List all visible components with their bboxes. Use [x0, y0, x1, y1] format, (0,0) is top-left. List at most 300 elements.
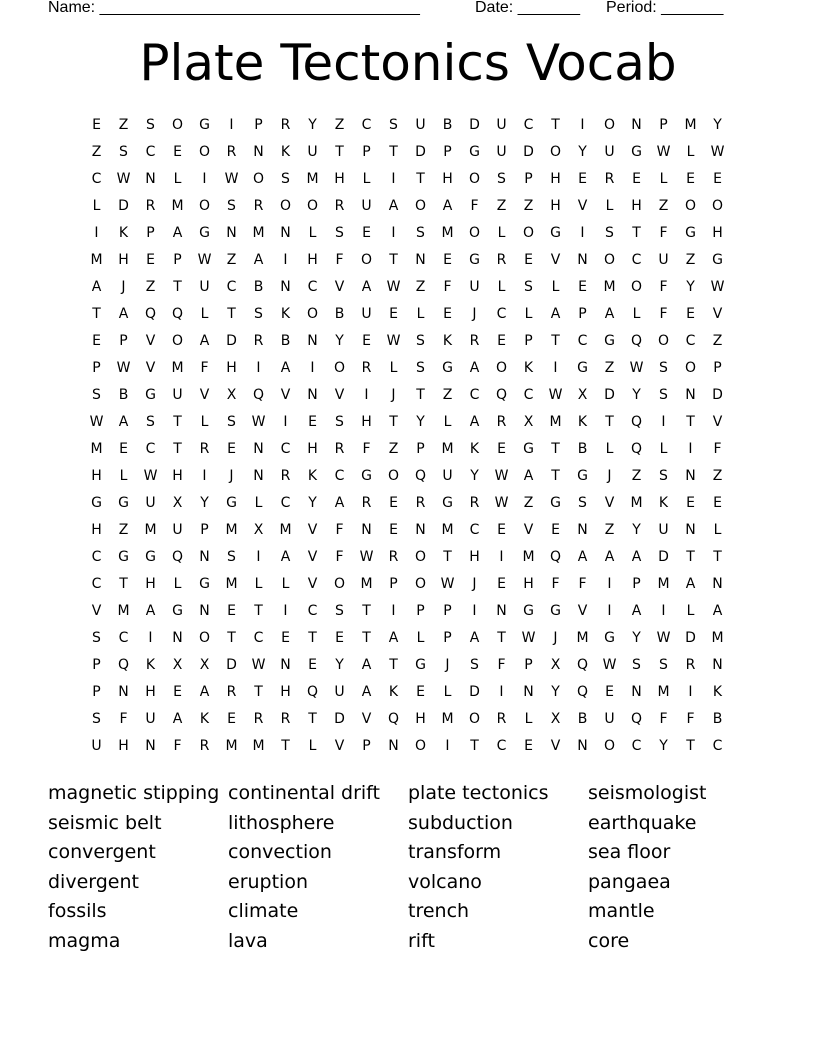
grid-letter: T	[227, 630, 236, 646]
grid-row	[83, 114, 733, 141]
grid-letter: Z	[226, 252, 237, 268]
grid-letter: I	[310, 360, 315, 376]
grid-letter: I	[364, 387, 369, 403]
grid-letter: L	[551, 279, 560, 295]
grid-letter: R	[496, 711, 507, 727]
grid-letter: A	[523, 468, 534, 484]
grid-letter: D	[712, 387, 723, 403]
grid-letter: G	[523, 441, 534, 457]
vocab-word: convection	[228, 841, 332, 864]
grid-letter: V	[577, 603, 588, 619]
grid-letter: T	[551, 117, 560, 133]
letter-grid	[83, 114, 733, 762]
grid-row	[83, 249, 733, 276]
grid-letter: Y	[578, 144, 587, 160]
grid-letter: I	[202, 468, 207, 484]
grid-letter: F	[659, 306, 668, 322]
grid-letter: R	[145, 198, 156, 214]
grid-letter: C	[145, 144, 156, 160]
grid-letter: N	[523, 684, 534, 700]
grid-letter: C	[712, 738, 723, 754]
grid-letter: C	[145, 441, 156, 457]
grid-letter: W	[602, 657, 617, 673]
grid-letter: I	[148, 630, 153, 646]
grid-letter: G	[91, 495, 102, 511]
grid-letter: S	[416, 360, 425, 376]
grid-letter: O	[684, 360, 697, 376]
grid-letter: C	[280, 495, 291, 511]
grid-letter: V	[307, 522, 318, 538]
grid-letter: D	[469, 684, 480, 700]
vocab-word: sea floor	[588, 841, 671, 864]
grid-letter: F	[713, 441, 722, 457]
grid-letter: C	[631, 738, 642, 754]
grid-letter: P	[659, 117, 668, 133]
grid-letter: N	[415, 522, 426, 538]
grid-letter: J	[391, 387, 396, 403]
grid-letter: O	[414, 549, 427, 565]
grid-letter: Y	[200, 495, 209, 511]
grid-letter: X	[172, 495, 183, 511]
grid-letter: A	[91, 279, 102, 295]
grid-letter: L	[497, 279, 506, 295]
grid-letter: T	[416, 171, 425, 187]
grid-row	[83, 735, 733, 762]
grid-letter: G	[469, 144, 480, 160]
grid-letter: M	[684, 117, 697, 133]
grid-letter: P	[362, 144, 371, 160]
grid-letter: C	[523, 387, 534, 403]
date-blank: _______	[517, 0, 580, 16]
grid-letter: E	[497, 522, 506, 538]
grid-letter: C	[226, 279, 237, 295]
grid-letter: P	[200, 522, 209, 538]
grid-letter: P	[416, 603, 425, 619]
grid-letter: G	[604, 630, 615, 646]
grid-letter: H	[523, 576, 534, 592]
grid-letter: I	[472, 603, 477, 619]
grid-letter: A	[118, 306, 129, 322]
grid-letter: D	[415, 144, 426, 160]
grid-letter: Q	[630, 414, 643, 430]
grid-letter: I	[580, 225, 585, 241]
grid-letter: E	[686, 171, 695, 187]
grid-letter: V	[550, 738, 561, 754]
grid-letter: N	[253, 468, 264, 484]
grid-letter: U	[658, 522, 669, 538]
grid-letter: P	[443, 630, 452, 646]
grid-letter: K	[307, 468, 318, 484]
grid-letter: T	[632, 225, 641, 241]
grid-letter: E	[497, 441, 506, 457]
vocab-word: eruption	[228, 870, 308, 893]
grid-letter: V	[334, 738, 345, 754]
grid-letter: N	[307, 387, 318, 403]
grid-letter: M	[306, 171, 319, 187]
grid-letter: N	[145, 738, 156, 754]
grid-letter: Z	[712, 468, 723, 484]
grid-letter: R	[388, 549, 399, 565]
grid-letter: T	[713, 549, 722, 565]
grid-letter: O	[468, 171, 481, 187]
grid-letter: P	[524, 333, 533, 349]
grid-letter: T	[254, 603, 263, 619]
grid-letter: M	[441, 522, 454, 538]
grid-letter: T	[119, 576, 128, 592]
grid-letter: I	[229, 117, 234, 133]
grid-letter: H	[631, 198, 642, 214]
grid-letter: H	[469, 549, 480, 565]
grid-letter: R	[280, 468, 291, 484]
grid-letter: C	[469, 387, 480, 403]
grid-letter: S	[389, 117, 398, 133]
grid-letter: C	[118, 630, 129, 646]
grid-letter: B	[118, 387, 129, 403]
grid-letter: G	[442, 495, 453, 511]
grid-letter: Y	[632, 387, 641, 403]
grid-letter: G	[550, 225, 561, 241]
grid-letter: A	[577, 549, 588, 565]
grid-letter: I	[391, 171, 396, 187]
grid-letter: N	[685, 522, 696, 538]
grid-letter: S	[335, 603, 344, 619]
grid-letter: C	[361, 117, 372, 133]
grid-row	[83, 465, 733, 492]
grid-letter: Q	[414, 468, 427, 484]
grid-letter: A	[712, 603, 723, 619]
grid-letter: U	[172, 387, 183, 403]
grid-letter: Q	[630, 441, 643, 457]
grid-letter: Y	[686, 279, 695, 295]
grid-letter: E	[524, 252, 533, 268]
grid-letter: G	[685, 225, 696, 241]
vocab-word: lithosphere	[228, 811, 335, 834]
grid-letter: M	[522, 549, 535, 565]
grid-letter: G	[118, 495, 129, 511]
vocab-word: seismic belt	[48, 811, 162, 834]
grid-letter: L	[254, 576, 263, 592]
vocab-word: pangaea	[588, 870, 671, 893]
grid-letter: A	[280, 360, 291, 376]
grid-letter: W	[494, 468, 509, 484]
grid-letter: R	[199, 441, 210, 457]
grid-letter: L	[389, 360, 398, 376]
grid-letter: A	[253, 252, 264, 268]
grid-letter: Z	[685, 252, 696, 268]
grid-letter: O	[198, 144, 211, 160]
grid-letter: J	[553, 630, 558, 646]
grid-letter: Q	[630, 711, 643, 727]
grid-letter: M	[441, 225, 454, 241]
grid-row	[83, 681, 733, 708]
grid-letter: U	[361, 198, 372, 214]
grid-letter: R	[226, 144, 237, 160]
grid-letter: H	[442, 171, 453, 187]
grid-letter: U	[442, 468, 453, 484]
grid-letter: C	[307, 279, 318, 295]
grid-letter: W	[224, 171, 239, 187]
grid-letter: S	[659, 360, 668, 376]
grid-letter: P	[173, 252, 182, 268]
grid-letter: N	[199, 549, 210, 565]
grid-letter: X	[172, 657, 183, 673]
grid-letter: Z	[523, 198, 534, 214]
grid-letter: H	[550, 171, 561, 187]
grid-letter: N	[577, 738, 588, 754]
grid-letter: H	[712, 225, 723, 241]
grid-letter: H	[550, 198, 561, 214]
grid-letter: Y	[632, 630, 641, 646]
grid-letter: I	[202, 171, 207, 187]
grid-letter: K	[712, 684, 723, 700]
grid-letter: G	[604, 333, 615, 349]
grid-letter: D	[604, 387, 615, 403]
vocab-word: core	[588, 929, 630, 952]
grid-letter: S	[470, 657, 479, 673]
grid-letter: N	[172, 630, 183, 646]
grid-letter: W	[710, 279, 725, 295]
grid-letter: E	[362, 333, 371, 349]
grid-letter: W	[251, 657, 266, 673]
grid-letter: C	[577, 333, 588, 349]
grid-letter: A	[172, 711, 183, 727]
grid-letter: O	[684, 198, 697, 214]
grid-letter: A	[469, 414, 480, 430]
grid-letter: W	[494, 495, 509, 511]
grid-letter: U	[334, 684, 345, 700]
grid-letter: L	[173, 576, 182, 592]
grid-letter: E	[119, 441, 128, 457]
grid-letter: F	[443, 279, 452, 295]
grid-letter: W	[710, 144, 725, 160]
grid-letter: O	[603, 117, 616, 133]
grid-letter: U	[361, 306, 372, 322]
grid-letter: Q	[252, 387, 265, 403]
grid-letter: O	[198, 198, 211, 214]
grid-letter: Z	[388, 441, 399, 457]
grid-letter: N	[145, 171, 156, 187]
grid-letter: G	[712, 252, 723, 268]
grid-letter: W	[656, 630, 671, 646]
grid-letter: U	[91, 738, 102, 754]
grid-letter: O	[603, 738, 616, 754]
grid-row	[83, 708, 733, 735]
grid-letter: C	[280, 441, 291, 457]
grid-letter: V	[334, 279, 345, 295]
grid-letter: I	[445, 738, 450, 754]
grid-letter: O	[468, 711, 481, 727]
grid-letter: C	[469, 522, 480, 538]
grid-letter: E	[416, 684, 425, 700]
grid-letter: W	[521, 630, 536, 646]
grid-letter: I	[256, 360, 261, 376]
grid-letter: V	[523, 522, 534, 538]
grid-letter: W	[359, 549, 374, 565]
grid-letter: K	[280, 306, 291, 322]
grid-letter: Z	[712, 333, 723, 349]
grid-letter: R	[253, 711, 264, 727]
grid-letter: Z	[523, 495, 534, 511]
grid-letter: N	[253, 441, 264, 457]
vocab-word: volcano	[408, 870, 482, 893]
grid-letter: J	[607, 468, 612, 484]
grid-letter: S	[335, 225, 344, 241]
grid-letter: H	[145, 576, 156, 592]
grid-letter: E	[335, 630, 344, 646]
grid-letter: P	[254, 117, 263, 133]
grid-letter: O	[387, 468, 400, 484]
grid-letter: T	[389, 657, 398, 673]
grid-letter: B	[577, 711, 588, 727]
grid-letter: N	[118, 684, 129, 700]
grid-letter: O	[630, 279, 643, 295]
word-list-row	[48, 897, 768, 927]
grid-letter: M	[360, 576, 373, 592]
grid-letter: Q	[387, 711, 400, 727]
grid-row	[83, 330, 733, 357]
grid-letter: R	[604, 171, 615, 187]
grid-letter: N	[685, 387, 696, 403]
grid-letter: R	[280, 711, 291, 727]
grid-letter: N	[577, 252, 588, 268]
grid-letter: A	[550, 306, 561, 322]
grid-letter: H	[280, 684, 291, 700]
grid-letter: Z	[496, 198, 507, 214]
grid-letter: H	[334, 171, 345, 187]
grid-letter: P	[362, 738, 371, 754]
grid-letter: T	[173, 414, 182, 430]
grid-letter: B	[253, 279, 264, 295]
grid-letter: N	[496, 603, 507, 619]
grid-letter: S	[578, 495, 587, 511]
grid-letter: E	[146, 252, 155, 268]
grid-letter: G	[523, 603, 534, 619]
grid-letter: X	[523, 414, 534, 430]
grid-letter: S	[605, 225, 614, 241]
grid-letter: S	[227, 198, 236, 214]
grid-letter: V	[307, 549, 318, 565]
grid-letter: W	[197, 252, 212, 268]
grid-letter: A	[361, 279, 372, 295]
grid-letter: R	[226, 684, 237, 700]
grid-letter: C	[523, 117, 534, 133]
grid-letter: L	[686, 144, 695, 160]
grid-letter: T	[497, 630, 506, 646]
grid-letter: O	[306, 198, 319, 214]
grid-letter: A	[199, 333, 210, 349]
grid-letter: Y	[551, 684, 560, 700]
grid-letter: S	[335, 414, 344, 430]
grid-letter: F	[335, 252, 344, 268]
grid-letter: M	[225, 522, 238, 538]
grid-letter: U	[415, 117, 426, 133]
grid-letter: T	[362, 603, 371, 619]
grid-letter: T	[227, 306, 236, 322]
grid-row	[83, 168, 733, 195]
grid-letter: C	[685, 333, 696, 349]
grid-letter: E	[389, 306, 398, 322]
grid-letter: O	[414, 738, 427, 754]
word-list-row	[48, 838, 768, 868]
grid-row	[83, 357, 733, 384]
grid-letter: Z	[118, 522, 129, 538]
grid-letter: G	[145, 549, 156, 565]
grid-letter: T	[551, 333, 560, 349]
grid-letter: A	[361, 684, 372, 700]
grid-letter: L	[524, 306, 533, 322]
grid-letter: V	[604, 495, 615, 511]
grid-letter: X	[550, 657, 561, 673]
grid-letter: D	[226, 657, 237, 673]
grid-letter: T	[281, 738, 290, 754]
grid-letter: F	[200, 360, 209, 376]
grid-letter: Z	[604, 522, 615, 538]
grid-letter: N	[253, 144, 264, 160]
grid-row	[83, 573, 733, 600]
grid-letter: Q	[495, 387, 508, 403]
grid-letter: L	[308, 225, 317, 241]
grid-letter: F	[335, 522, 344, 538]
grid-letter: T	[686, 549, 695, 565]
grid-letter: P	[524, 171, 533, 187]
grid-letter: E	[605, 684, 614, 700]
name-label: Name:	[48, 0, 100, 16]
grid-letter: Y	[335, 657, 344, 673]
grid-letter: G	[361, 468, 372, 484]
grid-letter: I	[499, 684, 504, 700]
grid-letter: G	[199, 225, 210, 241]
grid-letter: A	[469, 360, 480, 376]
grid-letter: K	[199, 711, 210, 727]
grid-row	[83, 384, 733, 411]
student-info-header	[48, 0, 748, 19]
grid-letter: F	[362, 441, 371, 457]
grid-letter: A	[334, 495, 345, 511]
grid-letter: U	[199, 279, 210, 295]
word-list-row	[48, 809, 768, 839]
grid-row	[83, 546, 733, 573]
vocab-word: magnetic stipping	[48, 782, 220, 804]
grid-letter: N	[388, 738, 399, 754]
grid-letter: V	[91, 603, 102, 619]
grid-letter: G	[145, 387, 156, 403]
grid-letter: N	[577, 522, 588, 538]
vocab-word: fossils	[48, 900, 107, 923]
grid-letter: T	[551, 441, 560, 457]
grid-letter: E	[443, 252, 452, 268]
grid-letter: U	[145, 711, 156, 727]
grid-letter: R	[334, 441, 345, 457]
grid-letter: G	[631, 144, 642, 160]
grid-letter: I	[283, 414, 288, 430]
grid-letter: P	[524, 657, 533, 673]
grid-letter: L	[173, 171, 182, 187]
grid-letter: H	[361, 414, 372, 430]
grid-letter: R	[361, 495, 372, 511]
grid-letter: D	[226, 333, 237, 349]
grid-letter: A	[604, 306, 615, 322]
grid-letter: X	[550, 711, 561, 727]
grid-letter: H	[307, 441, 318, 457]
grid-letter: C	[631, 252, 642, 268]
grid-letter: Y	[308, 495, 317, 511]
grid-row	[83, 276, 733, 303]
grid-letter: D	[469, 117, 480, 133]
grid-letter: I	[688, 441, 693, 457]
grid-letter: T	[551, 468, 560, 484]
grid-letter: F	[119, 711, 128, 727]
vocab-word: subduction	[408, 811, 513, 834]
